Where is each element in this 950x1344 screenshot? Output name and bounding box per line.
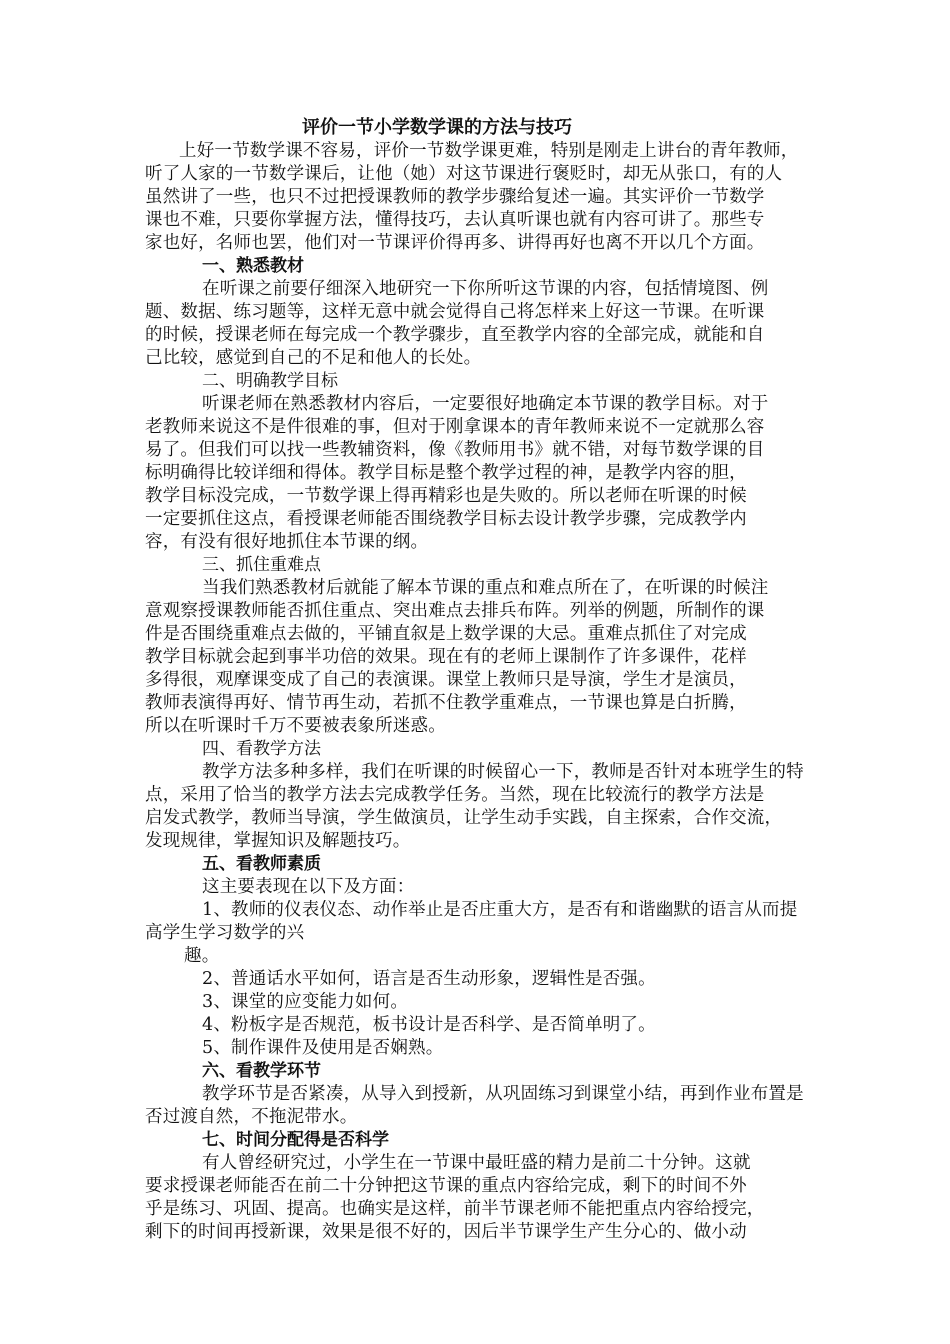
section-heading: 五、看教师素质 (202, 854, 321, 874)
list-item: 5、制作课件及使用是否娴熟。 (202, 1038, 444, 1058)
paragraph-line: 在听课之前要仔细深入地研究一下你所听这节课的内容，包括情境图、例 (202, 279, 769, 299)
paragraph-line: 件是否围绕重难点去做的，平铺直叙是上数学课的大忌。重难点抓住了对完成 (145, 624, 747, 644)
paragraph-line: 教学目标没完成，一节数学课上得再精彩也是失败的。所以老师在听课的时候 (145, 486, 747, 506)
section-heading (202, 370, 338, 392)
paragraph-line: 这主要表现在以下及方面： (202, 877, 415, 897)
list-item-continuation: 高学生学习数学的兴 (145, 923, 305, 943)
intro-line: 家也好，名师也罢，他们对一节课评价得再多、讲得再好也离不开以几个方面。 (145, 233, 765, 253)
paragraph-line: 的时候，授课老师在每完成一个教学骤步，直至教学内容的全部完成，就能和自 (145, 325, 765, 345)
section-heading: 一、熟悉教材 (202, 256, 304, 276)
paragraph-line: 有人曾经研究过，小学生在一节课中最旺盛的精力是前二十分钟。这就 (202, 1153, 751, 1173)
paragraph-line: 教师表演得再好、情节再生动，若抓不住教学重难点，一节课也算是白折腾， (145, 693, 747, 713)
intro-line: 课也不难，只要你掌握方法，懂得技巧，去认真听课也就有内容可讲了。那些专 (145, 210, 765, 230)
intro-line: 听了人家的一节数学课后，让他（她）对这节课进行褒贬时，却无从张口，有的人 (145, 164, 783, 184)
paragraph-line: 否过渡自然，不拖泥带水。 (145, 1107, 358, 1127)
section-heading: 七、时间分配得是否科学 (202, 1130, 389, 1150)
paragraph-line: 己比较，感觉到自己的不足和他人的长处。 (145, 348, 482, 368)
paragraph-line: 所以在听课时千万不要被表象所迷惑。 (145, 716, 446, 736)
section-heading-text: 二、明确教学目标 (202, 371, 338, 391)
paragraph-line: 点，采用了恰当的教学方法去完成教学任务。当然，现在比较流行的教学方法是 (145, 785, 765, 805)
section-heading: 四、看教学方法 (202, 739, 321, 759)
section-heading: 六、看教学环节 (202, 1061, 321, 1081)
paragraph-line: 启发式教学，教师当导演，学生做演员，让学生动手实践，自主探索，合作交流， (145, 808, 783, 828)
paragraph-line: 剩下的时间再授新课，效果是很不好的，因后半节课学生产生分心的、做小动 (145, 1222, 747, 1242)
paragraph-line: 教学方法多种多样，我们在听课的时候留心一下，教师是否针对本班学生的特 (202, 762, 804, 782)
paragraph-line: 教学环节是否紧凑，从导入到授新，从巩固练习到课堂小结，再到作业布置是 (202, 1084, 804, 1104)
paragraph-line: 发现规律，掌握知识及解题技巧。 (145, 831, 411, 851)
paragraph-line: 当我们熟悉教材后就能了解本节课的重点和难点所在了，在听课的时候注 (202, 578, 769, 598)
section-heading: 三、抓住重难点 (202, 555, 321, 575)
list-item: 1、教师的仪表仪态、动作举止是否庄重大方，是否有和谐幽默的语言从而提 (202, 900, 798, 920)
paragraph-line: 标明确得比较详细和得体。教学目标是整个教学过程的神，是教学内容的胆， (145, 463, 747, 483)
paragraph-line: 多得很，观摩课变成了自己的表演课。课堂上教师只是导演，学生才是演员， (145, 670, 747, 690)
paragraph-line: 容，有没有很好地抓住本节课的纲。 (145, 532, 429, 552)
paragraph-line: 要求授课老师能否在前二十分钟把这节课的重点内容给完成，剩下的时间不外 (145, 1176, 747, 1196)
paragraph-line: 乎是练习、巩固、提高。也确实是这样，前半节课老师不能把重点内容给授完， (145, 1199, 765, 1219)
paragraph-line: 一定要抓住这点，看授课老师能否围绕教学目标去设计教学步骤，完成教学内 (145, 509, 747, 529)
intro-line: 上好一节数学课不容易，评价一节数学课更难，特别是刚走上讲台的青年教师， (179, 141, 799, 161)
list-item: 2、普通话水平如何，语言是否生动形象，逻辑性是否强。 (202, 969, 656, 989)
paragraph-line: 教学目标就会起到事半功倍的效果。现在有的老师上课制作了许多课件，花样 (145, 647, 747, 667)
list-item: 4、粉板字是否规范，板书设计是否科学、是否简单明了。 (202, 1015, 656, 1035)
list-item: 3、课堂的应变能力如何。 (202, 992, 409, 1012)
paragraph-line: 易了。但我们可以找一些教辅资料，像《教师用书》就不错，对每节数学课的目 (145, 440, 765, 460)
document-title: 评价一节小学数学课的方法与技巧 (302, 117, 572, 138)
paragraph-line: 听课老师在熟悉教材内容后，一定要很好地确定本节课的教学目标。对于 (202, 394, 769, 414)
list-item-continuation: 趣。 (184, 946, 220, 966)
intro-line: 虽然讲了一些，也只不过把授课教师的教学步骤给复述一遍。其实评价一节数学 (145, 187, 765, 207)
paragraph-line: 老教师来说这不是件很难的事，但对于刚拿课本的青年教师来说不一定就那么容 (145, 417, 765, 437)
paragraph-line: 意观察授课教师能否抓住重点、突出难点去排兵布阵。列举的例题，所制作的课 (145, 601, 765, 621)
paragraph-line: 题、数据、练习题等，这样无意中就会觉得自己将怎样来上好这一节课。在听课 (145, 302, 765, 322)
